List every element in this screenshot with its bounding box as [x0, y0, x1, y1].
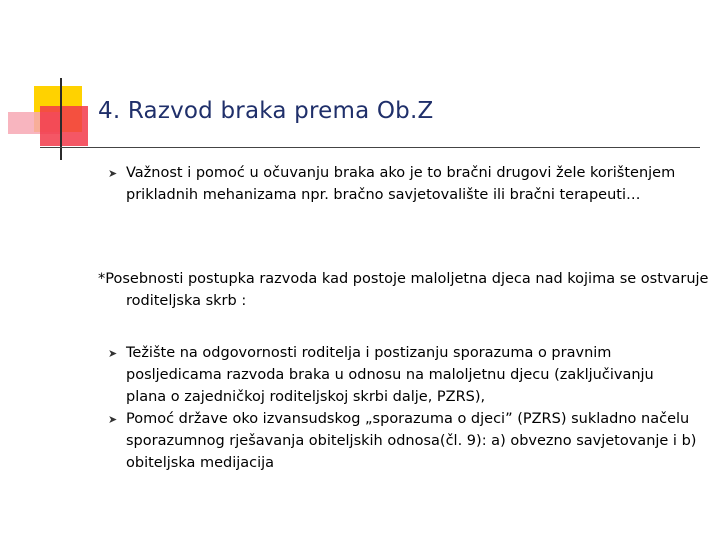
top-bullet-list	[108, 162, 698, 206]
list-item	[108, 342, 698, 408]
slide-title: 4. Razvod braka prema Ob.Z	[98, 98, 434, 124]
bullet-text: Važnost i pomoć u očuvanju braka ako je to bračni drugovi žele korištenjem prikladnih mehanizama npr. bračno savjetovalište ili bračni terapeuti…	[126, 165, 676, 203]
list-item	[108, 408, 698, 474]
bullet-text: Težište na odgovornosti roditelja i postizanju sporazuma o pravnim posljedicama razvoda braka u odnosu na maloljetnu djecu (zaključivanju plana o zajedničkoj roditeljskoj skrbi dalje, PZRS),	[126, 345, 654, 405]
title-divider	[40, 147, 700, 148]
arrow-bullet-icon: ➤	[108, 347, 118, 360]
bullet-text: Pomoć države oko izvansudskog „sporazuma o djeci” (PZRS) sukladno načelu sporazumnog rješavanja obiteljskih odnosa(čl. 9): a) obvezno savjetovanje i b) obiteljska medijacija	[126, 411, 697, 471]
note-text: *Posebnosti postupka razvoda kad postoje maloljetna djeca nad kojima se ostvaruje roditeljska skrb :	[98, 271, 709, 309]
list-item	[108, 162, 698, 206]
decor-red-square	[40, 106, 88, 146]
arrow-bullet-icon: ➤	[108, 167, 118, 180]
bottom-bullet-list	[108, 342, 698, 474]
arrow-bullet-icon: ➤	[108, 413, 118, 426]
